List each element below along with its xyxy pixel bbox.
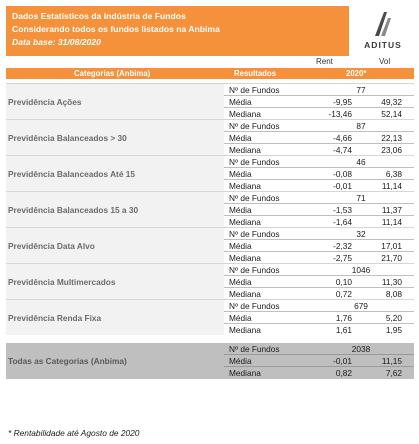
rent-value: 1,61 xyxy=(335,325,352,335)
vol-value: 8,08 xyxy=(385,289,402,299)
fund-count: 46 xyxy=(356,157,366,167)
row-mediana xyxy=(224,367,414,379)
label: Média xyxy=(229,97,252,107)
vol-value: 49,32 xyxy=(381,97,402,107)
row-media xyxy=(224,96,414,108)
rent-value: 0,10 xyxy=(335,277,352,287)
label: Média xyxy=(229,277,252,287)
footnote: * Rentabilidade até Agosto de 2020 xyxy=(8,428,140,438)
label: Média xyxy=(229,313,252,323)
label: Mediana xyxy=(229,181,261,191)
category-name: Previdência Balanceados 15 a 30 xyxy=(6,192,224,227)
rent-value: -4,66 xyxy=(333,133,352,143)
rent-value: 1,76 xyxy=(335,313,352,323)
aditus-logo xyxy=(352,6,414,56)
col-rent-label: Rent xyxy=(316,57,333,66)
fund-count: 87 xyxy=(356,121,366,131)
label: Nº de Fundos xyxy=(229,85,280,95)
row-n-fundos xyxy=(224,120,414,132)
vol-value: 52,14 xyxy=(381,109,402,119)
label: Nº de Fundos xyxy=(229,157,280,167)
rent-value: -9,95 xyxy=(333,97,352,107)
rent-value: 0,82 xyxy=(335,368,352,378)
vol-value: 23,06 xyxy=(381,145,402,155)
header-title: Dados Estatísticos da Indústria de Fundos xyxy=(12,11,186,21)
label: Média xyxy=(229,133,252,143)
label: Nº de Fundos xyxy=(229,229,280,239)
category-group xyxy=(6,155,414,191)
report-header xyxy=(6,6,349,56)
rent-value: -13,46 xyxy=(328,109,352,119)
category-name: Previdência Balanceados Até 15 xyxy=(6,156,224,191)
row-media xyxy=(224,276,414,288)
rent-value: -0,01 xyxy=(333,181,352,191)
table-header-row xyxy=(6,68,414,79)
category-group xyxy=(6,83,414,119)
rent-value: -0,08 xyxy=(333,169,352,179)
row-media xyxy=(224,312,414,324)
vol-value: 1,95 xyxy=(385,325,402,335)
row-n-fundos xyxy=(224,192,414,204)
vol-value: 11,15 xyxy=(381,356,402,366)
aditus-logo-icon xyxy=(372,10,394,38)
row-mediana xyxy=(224,324,414,336)
label: Mediana xyxy=(229,109,261,119)
row-media xyxy=(224,240,414,252)
row-n-fundos xyxy=(224,264,414,276)
col-resultados: Resultados xyxy=(234,69,277,78)
col-year: 2020* xyxy=(346,69,367,78)
header-subtitle: Considerando todos os fundos listados na Anbima xyxy=(12,24,220,34)
label: Nº de Fundos xyxy=(229,193,280,203)
rent-value: -1,53 xyxy=(333,205,352,215)
category-name: Previdência Balanceados > 30 xyxy=(6,120,224,155)
label: Mediana xyxy=(229,289,261,299)
category-group xyxy=(6,263,414,299)
label: Mediana xyxy=(229,145,261,155)
vol-value: 7,62 xyxy=(385,368,402,378)
rent-value: -4,74 xyxy=(333,145,352,155)
rent-value: 0,72 xyxy=(335,289,352,299)
row-n-fundos xyxy=(224,84,414,96)
vol-value: 22,13 xyxy=(381,133,402,143)
row-media xyxy=(224,132,414,144)
rent-value: -2,75 xyxy=(333,253,352,263)
rent-value: -0,01 xyxy=(333,356,352,366)
aditus-logo-text: ADITUS xyxy=(364,40,402,50)
label: Média xyxy=(229,241,252,251)
category-group xyxy=(6,119,414,155)
vol-value: 11,14 xyxy=(381,217,402,227)
vol-value: 11,30 xyxy=(381,277,402,287)
category-name: Previdência Multimercados xyxy=(6,264,224,299)
category-group xyxy=(6,299,414,335)
category-name: Previdência Renda Fixa xyxy=(6,300,224,335)
label: Média xyxy=(229,169,252,179)
fund-count: 77 xyxy=(356,85,366,95)
label: Nº de Fundos xyxy=(229,344,280,354)
category-name: Previdência Ações xyxy=(6,84,224,119)
table-top-row xyxy=(6,56,414,68)
total-category-name: Todas as Categorias (Anbima) xyxy=(8,356,127,366)
vol-value: 17,01 xyxy=(381,241,402,251)
label: Mediana xyxy=(229,368,261,378)
rent-value: -2,32 xyxy=(333,241,352,251)
row-media xyxy=(224,355,414,367)
row-media xyxy=(224,204,414,216)
label: Mediana xyxy=(229,253,261,263)
category-name: Previdência Data Alvo xyxy=(6,228,224,263)
col-vol-label: Vol xyxy=(379,57,391,66)
fund-count: 1046 xyxy=(351,265,371,275)
row-media xyxy=(224,168,414,180)
vol-value: 5,20 xyxy=(385,313,402,323)
row-n-fundos xyxy=(224,156,414,168)
category-groups xyxy=(6,83,414,335)
vol-value: 21,70 xyxy=(381,253,402,263)
label: Média xyxy=(229,205,252,215)
row-n-fundos xyxy=(224,300,414,312)
vol-value: 6,38 xyxy=(385,169,402,179)
fund-count: 71 xyxy=(356,193,366,203)
label: Mediana xyxy=(229,217,261,227)
vol-value: 11,37 xyxy=(381,205,402,215)
label: Média xyxy=(229,356,252,366)
col-categorias: Categorias (Anbima) xyxy=(74,69,151,78)
fund-count: 679 xyxy=(354,301,368,311)
row-n-fundos xyxy=(224,228,414,240)
total-group xyxy=(6,343,414,379)
label: Nº de Fundos xyxy=(229,265,280,275)
row-n-fundos xyxy=(224,343,414,355)
statistics-table xyxy=(6,56,414,379)
category-group xyxy=(6,191,414,227)
header-date: Data base: 31/08/2020 xyxy=(12,37,101,47)
vol-value: 11,14 xyxy=(381,181,402,191)
category-group xyxy=(6,227,414,263)
fund-count: 32 xyxy=(356,229,366,239)
label: Mediana xyxy=(229,325,261,335)
fund-count: 2038 xyxy=(351,344,371,354)
label: Nº de Fundos xyxy=(229,121,280,131)
label: Nº de Fundos xyxy=(229,301,280,311)
rent-value: -1,64 xyxy=(333,217,352,227)
